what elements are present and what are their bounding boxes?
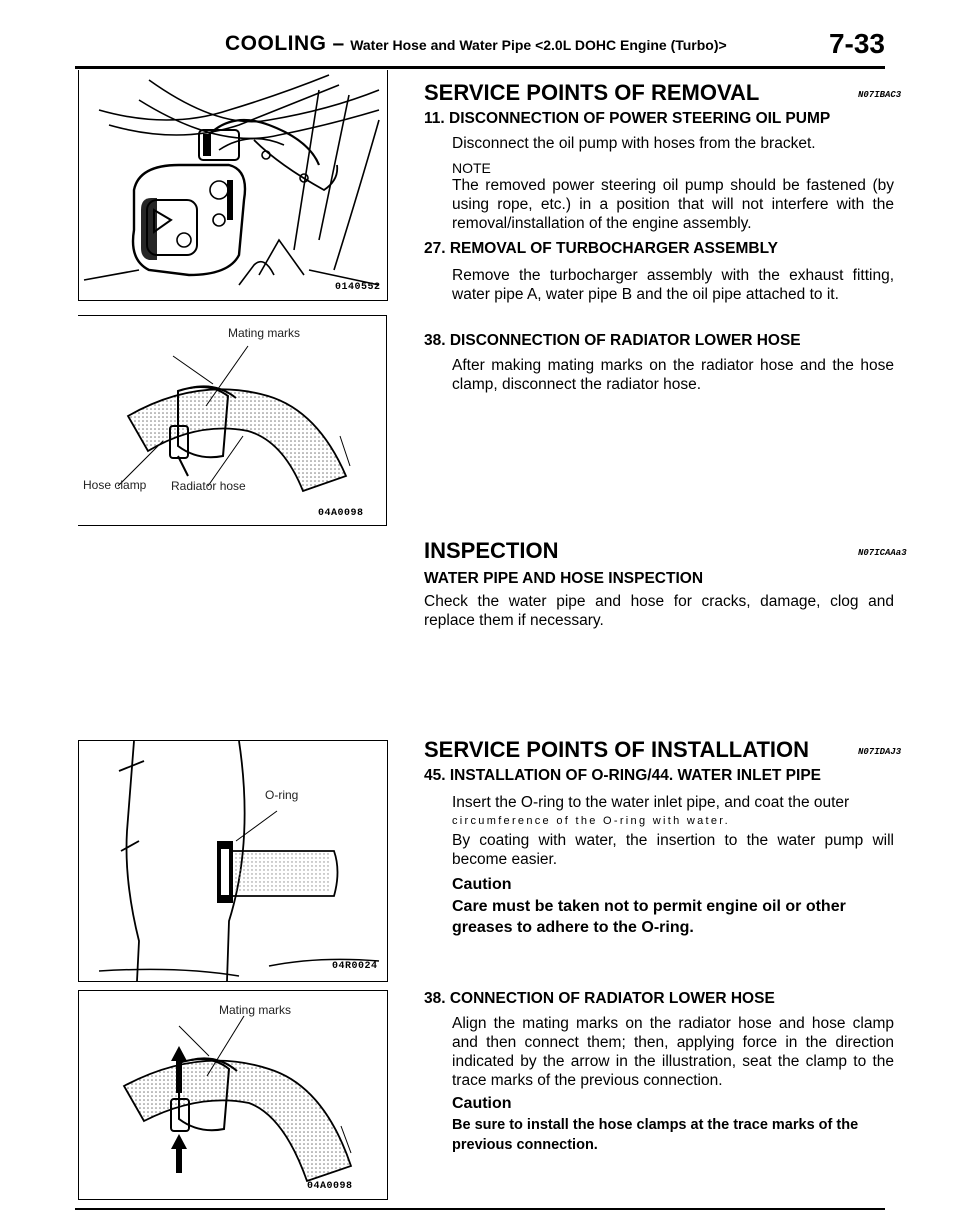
label-radiator-hose: Radiator hose <box>171 479 246 493</box>
figure-code: 04A0098 <box>307 1181 353 1192</box>
section-code-removal: N07IBAC3 <box>858 90 902 100</box>
item-text-38-removal: After making mating marks on the radiator hose and the hose clamp, disconnect the radiator hose. <box>452 357 894 393</box>
figure-power-steering-pump <box>78 70 388 301</box>
item-title-38-installation: 38. CONNECTION OF RADIATOR LOWER HOSE <box>424 990 775 1007</box>
section-title-installation: SERVICE POINTS OF INSTALLATION <box>424 737 810 762</box>
figure-o-ring <box>78 740 388 982</box>
caution-label-45: Caution <box>452 876 512 893</box>
caution-text-45: Care must be taken not to permit engine oil or other greases to adhere to the O-ring. <box>452 898 846 936</box>
section-title-inspection: INSPECTION <box>424 538 559 563</box>
item-text-45: Insert the O-ring to the water inlet pipe, and coat the outer <box>452 794 850 811</box>
figure-mating-marks-installation <box>78 990 388 1200</box>
section-code-inspection: N07ICAAa3 <box>858 548 907 558</box>
figure-divider <box>78 300 388 301</box>
item-title-27: 27. REMOVAL OF TURBOCHARGER ASSEMBLY <box>424 240 778 257</box>
label-mating-marks: Mating marks <box>228 326 301 340</box>
label-mating-marks: Mating marks <box>219 1003 292 1017</box>
item-title-45: 45. INSTALLATION OF O-RING/44. WATER INLET PIPE <box>424 767 821 784</box>
o-ring-illustration <box>79 741 387 981</box>
label-hose-clamp: Hose clamp <box>83 478 147 492</box>
caution-text-38: Be sure to install the hose clamps at the trace marks of the previous connection. <box>452 1117 859 1153</box>
item-text-27: Remove the turbocharger assembly with the exhaust fitting, water pipe A, water pipe B and the oil pipe attached to it. <box>452 267 894 303</box>
footer-rule <box>75 1208 885 1210</box>
hose-clamp-illustration <box>78 316 386 525</box>
chapter-name: COOLING <box>225 32 327 55</box>
item-text-45-2: By coating with water, the insertion to the water pump will become easier. <box>452 832 894 868</box>
section-title-removal: SERVICE POINTS OF REMOVAL <box>424 80 760 105</box>
pump-illustration <box>79 70 387 300</box>
item-text-38-installation: Align the mating marks on the radiator hose and hose clamp and then connect them; then, applying force in the direction indicated by the arrow in the illustration, seat the clamp to the trace marks of the previous connection. <box>452 1015 894 1089</box>
inspection-text: Check the water pipe and hose for cracks, damage, clog and replace them if necessary. <box>424 593 894 629</box>
header-rule <box>75 66 885 69</box>
inspection-subtitle: WATER PIPE AND HOSE INSPECTION <box>424 570 704 587</box>
header-title <box>225 32 727 56</box>
figure-code: 04A0098 <box>318 508 364 519</box>
header-dash: – <box>332 32 345 55</box>
item-title-38-removal: 38. DISCONNECTION OF RADIATOR LOWER HOSE <box>424 332 801 349</box>
item-title-11: 11. DISCONNECTION OF POWER STEERING OIL PUMP <box>424 110 831 127</box>
figure-code: 04R0024 <box>332 961 378 972</box>
page-header <box>75 30 885 66</box>
page-number: 7-33 <box>828 28 885 59</box>
figure-code: 0140552 <box>335 282 381 293</box>
item-text-45-small: circumference of the O-ring with water. <box>452 815 730 827</box>
item-text-11: Disconnect the oil pump with hoses from the bracket. <box>452 135 816 152</box>
figure-mating-marks-removal <box>78 315 387 526</box>
note-text: The removed power steering oil pump should be fastened (by using rope, etc.) in a position that will not interfere with the removal/installation of the engine assembly. <box>452 177 894 232</box>
hose-clamp-arrow-illustration <box>79 991 387 1199</box>
section-subtitle: Water Hose and Water Pipe <2.0L DOHC Engine (Turbo)> <box>350 37 727 53</box>
caution-label-38: Caution <box>452 1095 512 1112</box>
section-code-installation: N07IDAJ3 <box>858 747 902 757</box>
note-label: NOTE <box>452 160 491 176</box>
label-o-ring: O-ring <box>265 788 299 802</box>
